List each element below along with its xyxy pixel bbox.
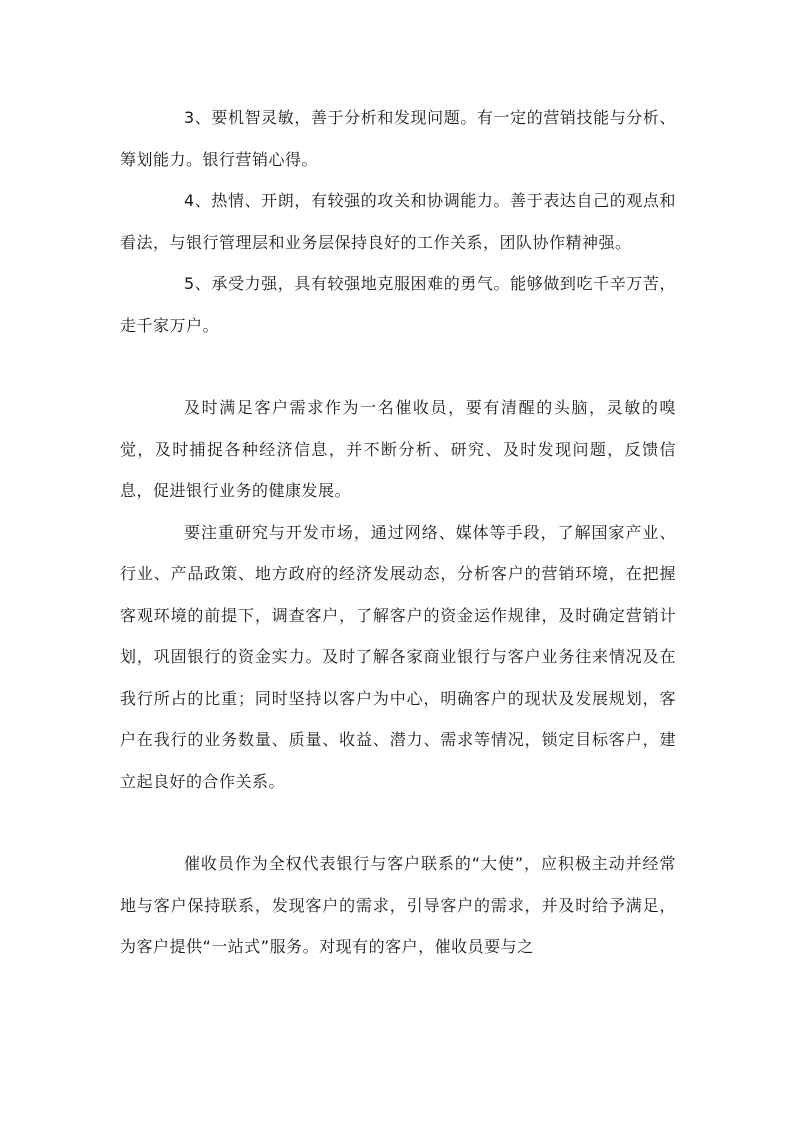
paragraph-item-4: 4、热情、开朗，有较强的攻关和协调能力。善于表达自己的观点和看法，与银行管理层和业务层保持良好的工作关系，团队协作精神强。 [120,191,676,252]
paragraph-item-3: 3、要机智灵敏，善于分析和发现问题。有一定的营销技能与分析、筹划能力。银行营销心得。 [120,108,676,169]
paragraph-market-research: 要注重研究与开发市场，通过网络、媒体等手段，了解国家产业、行业、产品政策、地方政府的经济发展动态，分析客户的营销环境，在把握客观环境的前提下，调查客户，了解客户的资金运作规律，及时确定营销计划，巩固银行的资金实力。及时了解各家商业银行与客户业务往来情况及在我行所占的比重；同时坚持以客户为中心，明确客户的现状及发展规划，客户在我行的业务数量、质量、收益、潜力、需求等情况，锁定目标客户，建立起良好的合作关系。 [120,522,676,791]
paragraph-customer-needs: 及时满足客户需求作为一名催收员，要有清醒的头脑，灵敏的嗅觉，及时捕捉各种经济信息，并不断分析、研究、及时发现问题，反馈信息，促进银行业务的健康发展。 [120,398,676,500]
paragraph-ambassador: 催收员作为全权代表银行与客户联系的“大使”，应积极主动并经常地与客户保持联系，发现客户的需求，引导客户的需求，并及时给予满足，为客户提供“一站式”服务。对现有的客户，催收员要与之 [120,854,676,956]
document-body [120,97,676,968]
paragraph-spacer [120,346,676,387]
paragraph-item-5: 5、承受力强，具有较强地克服困难的勇气。能够做到吃千辛万苦，走千家万户。 [120,274,676,335]
paragraph-spacer [120,802,676,843]
